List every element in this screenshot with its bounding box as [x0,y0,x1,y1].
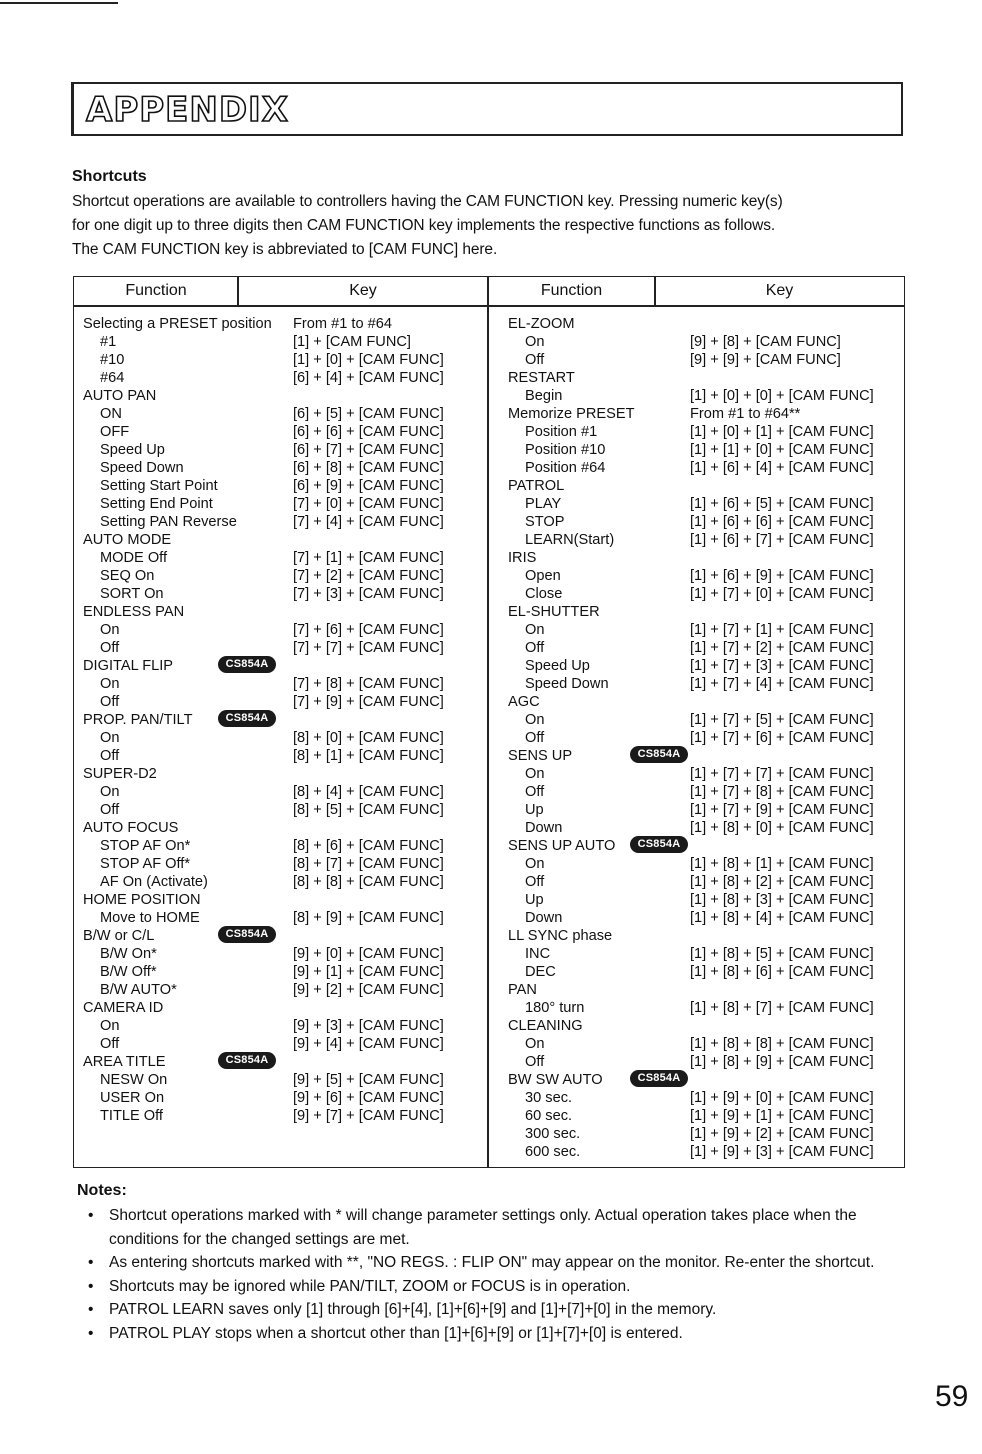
function-cell: LL SYNC phase [508,928,613,944]
key-cell: [7] + [3] + [CAM FUNC] [293,586,444,602]
function-cell: EL-ZOOM [508,316,575,332]
function-cell: On [100,676,120,692]
key-cell: [1] + [8] + [7] + [CAM FUNC] [690,1000,874,1016]
key-cell: [8] + [9] + [CAM FUNC] [293,910,444,926]
function-cell: Off [100,640,120,656]
function-cell: MODE Off [100,550,168,566]
function-cell: AUTO FOCUS [83,820,179,836]
key-cell: [1] + [8] + [8] + [CAM FUNC] [690,1036,874,1052]
key-cell: [1] + [7] + [1] + [CAM FUNC] [690,622,874,638]
key-cell: [1] + [7] + [0] + [CAM FUNC] [690,586,874,602]
key-cell: [1] + [8] + [3] + [CAM FUNC] [690,892,874,908]
key-cell: [1] + [CAM FUNC] [293,334,411,350]
key-cell: [7] + [1] + [CAM FUNC] [293,550,444,566]
function-cell: Off [525,874,545,890]
function-cell: #1 [100,334,117,350]
function-cell: ENDLESS PAN [83,604,185,620]
key-cell: [1] + [8] + [0] + [CAM FUNC] [690,820,874,836]
key-cell: [8] + [0] + [CAM FUNC] [293,730,444,746]
intro-line: The CAM FUNCTION key is abbreviated to [CAM FUNC] here. [72,241,498,258]
function-cell: Begin [525,388,563,404]
function-cell: STOP AF Off* [100,856,191,872]
function-cell: SEQ On [100,568,155,584]
note-item: • PATROL LEARN saves only [1] through [6]+[4], [1]+[6]+[9] and [1]+[7]+[0] in the memory. [88,1298,918,1322]
function-cell: On [525,622,545,638]
function-cell: NESW On [100,1072,168,1088]
function-cell: SENS UP AUTO [508,838,616,854]
function-cell: CLEANING [508,1018,583,1034]
function-cell: B/W or C/L [83,928,155,944]
function-cell: Open [525,568,561,584]
intro-paragraph [72,190,912,262]
function-cell: Setting PAN Reverse [100,514,237,530]
key-cell: [1] + [7] + [3] + [CAM FUNC] [690,658,874,674]
key-cell: [1] + [0] + [CAM FUNC] [293,352,444,368]
function-cell: Down [525,820,563,836]
header-key-right: Key [765,282,794,299]
key-cell: [1] + [8] + [1] + [CAM FUNC] [690,856,874,872]
key-cell: From #1 to #64** [690,406,801,422]
function-cell: On [100,622,120,638]
model-badge: CS854A [218,656,276,673]
key-cell: [6] + [9] + [CAM FUNC] [293,478,444,494]
function-cell: Down [525,910,563,926]
function-cell: SUPER-D2 [83,766,157,782]
notes-title: Notes: [77,1182,127,1199]
function-cell: On [100,1018,120,1034]
header-function-right: Function [540,282,603,299]
function-cell: PATROL [508,478,565,494]
key-cell: [8] + [5] + [CAM FUNC] [293,802,444,818]
header-key-left: Key [349,282,377,299]
function-cell: B/W Off* [100,964,157,980]
page-title: APPENDIX [86,90,289,130]
function-cell: Off [100,694,120,710]
key-cell: [1] + [7] + [4] + [CAM FUNC] [690,676,874,692]
function-cell: Move to HOME [100,910,200,926]
function-cell: Speed Down [525,676,609,692]
key-cell: [9] + [4] + [CAM FUNC] [293,1036,444,1052]
key-cell: [1] + [6] + [9] + [CAM FUNC] [690,568,874,584]
function-cell: AUTO PAN [83,388,157,404]
key-cell: [9] + [7] + [CAM FUNC] [293,1108,444,1124]
key-cell: [1] + [7] + [6] + [CAM FUNC] [690,730,874,746]
key-cell: [1] + [9] + [3] + [CAM FUNC] [690,1144,874,1160]
function-cell: Setting End Point [100,496,213,512]
function-cell: 300 sec. [525,1126,581,1142]
key-cell: From #1 to #64 [293,316,392,332]
function-cell: SORT On [100,586,164,602]
key-cell: [7] + [0] + [CAM FUNC] [293,496,444,512]
function-cell: ON [100,406,122,422]
top-rule [0,2,118,4]
key-cell: [9] + [5] + [CAM FUNC] [293,1072,444,1088]
function-cell: TITLE Off [100,1108,163,1124]
key-cell: [1] + [7] + [7] + [CAM FUNC] [690,766,874,782]
function-cell: On [100,730,120,746]
function-cell: LEARN(Start) [525,532,615,548]
key-cell: [1] + [6] + [4] + [CAM FUNC] [690,460,874,476]
function-cell: IRIS [508,550,537,566]
header-col-divider-left [237,277,239,305]
function-cell: 60 sec. [525,1108,573,1124]
key-cell: [7] + [6] + [CAM FUNC] [293,622,444,638]
key-cell: [1] + [6] + [6] + [CAM FUNC] [690,514,874,530]
key-cell: [1] + [1] + [0] + [CAM FUNC] [690,442,874,458]
function-cell: AF On (Activate) [100,874,208,890]
function-cell: Off [525,640,545,656]
function-cell: Position #64 [525,460,606,476]
function-cell: Speed Up [100,442,165,458]
key-cell: [1] + [7] + [9] + [CAM FUNC] [690,802,874,818]
key-cell: [1] + [9] + [0] + [CAM FUNC] [690,1090,874,1106]
key-cell: [9] + [3] + [CAM FUNC] [293,1018,444,1034]
key-cell: [1] + [6] + [5] + [CAM FUNC] [690,496,874,512]
function-cell: Speed Down [100,460,184,476]
function-cell: Position #10 [525,442,606,458]
key-cell: [1] + [9] + [2] + [CAM FUNC] [690,1126,874,1142]
model-badge: CS854A [630,1070,688,1087]
key-cell: [7] + [7] + [CAM FUNC] [293,640,444,656]
function-cell: On [525,766,545,782]
key-cell: [9] + [0] + [CAM FUNC] [293,946,444,962]
model-badge: CS854A [218,926,276,943]
function-cell: Up [525,892,544,908]
function-cell: Off [525,352,545,368]
key-cell: [7] + [4] + [CAM FUNC] [293,514,444,530]
key-cell: [9] + [8] + [CAM FUNC] [690,334,841,350]
function-cell: RESTART [508,370,575,386]
appendix-title-box [71,82,903,136]
key-cell: [8] + [4] + [CAM FUNC] [293,784,444,800]
function-cell: AUTO MODE [83,532,172,548]
key-cell: [6] + [4] + [CAM FUNC] [293,370,444,386]
function-cell: 600 sec. [525,1144,581,1160]
function-cell: B/W AUTO* [100,982,177,998]
key-cell: [6] + [8] + [CAM FUNC] [293,460,444,476]
header-divider [74,305,904,307]
notes-list [88,1204,918,1345]
model-badge: CS854A [630,836,688,853]
function-cell: AREA TITLE [83,1054,166,1070]
function-cell: EL-SHUTTER [508,604,600,620]
function-cell: STOP AF On* [100,838,191,854]
shortcuts-table [73,276,905,1168]
function-cell: #64 [100,370,125,386]
function-cell: INC [525,946,551,962]
function-cell: Off [525,1054,545,1070]
key-cell: [1] + [8] + [4] + [CAM FUNC] [690,910,874,926]
function-cell: On [525,856,545,872]
function-cell: Position #1 [525,424,598,440]
header-function-left: Function [125,282,187,299]
key-cell: [6] + [7] + [CAM FUNC] [293,442,444,458]
function-cell: #10 [100,352,125,368]
function-cell: On [525,712,545,728]
key-cell: [1] + [7] + [5] + [CAM FUNC] [690,712,874,728]
key-cell: [1] + [7] + [2] + [CAM FUNC] [690,640,874,656]
key-cell: [8] + [6] + [CAM FUNC] [293,838,444,854]
model-badge: CS854A [218,710,276,727]
key-cell: [9] + [2] + [CAM FUNC] [293,982,444,998]
function-cell: PLAY [525,496,562,512]
function-cell: PROP. PAN/TILT [83,712,193,728]
intro-line: Shortcut operations are available to controllers having the CAM FUNCTION key. Pressing numeric key(s) [72,193,783,210]
key-cell: [7] + [9] + [CAM FUNC] [293,694,444,710]
function-cell: Off [100,802,120,818]
key-cell: [9] + [9] + [CAM FUNC] [690,352,841,368]
function-cell: HOME POSITION [83,892,201,908]
function-cell: Off [525,784,545,800]
function-cell: On [525,334,545,350]
key-cell: [1] + [8] + [2] + [CAM FUNC] [690,874,874,890]
function-cell: Speed Up [525,658,590,674]
key-cell: [1] + [6] + [7] + [CAM FUNC] [690,532,874,548]
key-cell: [9] + [1] + [CAM FUNC] [293,964,444,980]
function-cell: OFF [100,424,130,440]
key-cell: [8] + [8] + [CAM FUNC] [293,874,444,890]
key-cell: [8] + [1] + [CAM FUNC] [293,748,444,764]
key-cell: [1] + [7] + [8] + [CAM FUNC] [690,784,874,800]
function-cell: Selecting a PRESET position [83,316,272,332]
key-cell: [7] + [2] + [CAM FUNC] [293,568,444,584]
function-cell: SENS UP [508,748,573,764]
function-cell: Memorize PRESET [508,406,635,422]
note-item: • PATROL PLAY stops when a shortcut other than [1]+[6]+[9] or [1]+[7]+[0] is entered. [88,1322,918,1346]
function-cell: USER On [100,1090,165,1106]
function-cell: CAMERA ID [83,1000,164,1016]
function-cell: Close [525,586,563,602]
note-item: • As entering shortcuts marked with **, "NO REGS. : FLIP ON" may appear on the monitor. Re-enter the shortcut. [88,1251,918,1275]
center-col-divider [487,277,489,1167]
key-cell: [1] + [8] + [5] + [CAM FUNC] [690,946,874,962]
key-cell: [8] + [7] + [CAM FUNC] [293,856,444,872]
function-cell: On [525,1036,545,1052]
function-cell: Off [100,1036,120,1052]
function-cell: STOP [525,514,565,530]
function-cell: Off [100,748,120,764]
key-cell: [9] + [6] + [CAM FUNC] [293,1090,444,1106]
key-cell: [1] + [8] + [6] + [CAM FUNC] [690,964,874,980]
key-cell: [1] + [0] + [1] + [CAM FUNC] [690,424,874,440]
function-cell: DIGITAL FLIP [83,658,174,674]
note-item: • Shortcut operations marked with * will change parameter settings only. Actual operation takes place when the conditions for the changed settings are met. [88,1204,918,1251]
key-cell: [1] + [9] + [1] + [CAM FUNC] [690,1108,874,1124]
function-cell: Setting Start Point [100,478,218,494]
function-cell: DEC [525,964,556,980]
page-number: 59 [935,1380,969,1413]
key-cell: [7] + [8] + [CAM FUNC] [293,676,444,692]
model-badge: CS854A [630,746,688,763]
key-cell: [6] + [6] + [CAM FUNC] [293,424,444,440]
model-badge: CS854A [218,1052,276,1069]
note-item: • Shortcuts may be ignored while PAN/TILT, ZOOM or FOCUS is in operation. [88,1275,918,1299]
function-cell: On [100,784,120,800]
section-title: Shortcuts [72,168,147,185]
intro-line: for one digit up to three digits then CAM FUNCTION key implements the respective functions as follows. [72,217,776,234]
header-col-divider-right [654,277,656,305]
function-cell: PAN [508,982,537,998]
key-cell: [1] + [0] + [0] + [CAM FUNC] [690,388,874,404]
function-cell: AGC [508,694,540,710]
function-cell: B/W On* [100,946,157,962]
function-cell: 180° turn [525,1000,585,1016]
key-cell: [6] + [5] + [CAM FUNC] [293,406,444,422]
function-cell: 30 sec. [525,1090,573,1106]
function-cell: Up [525,802,544,818]
key-cell: [1] + [8] + [9] + [CAM FUNC] [690,1054,874,1070]
function-cell: BW SW AUTO [508,1072,603,1088]
function-cell: Off [525,730,545,746]
